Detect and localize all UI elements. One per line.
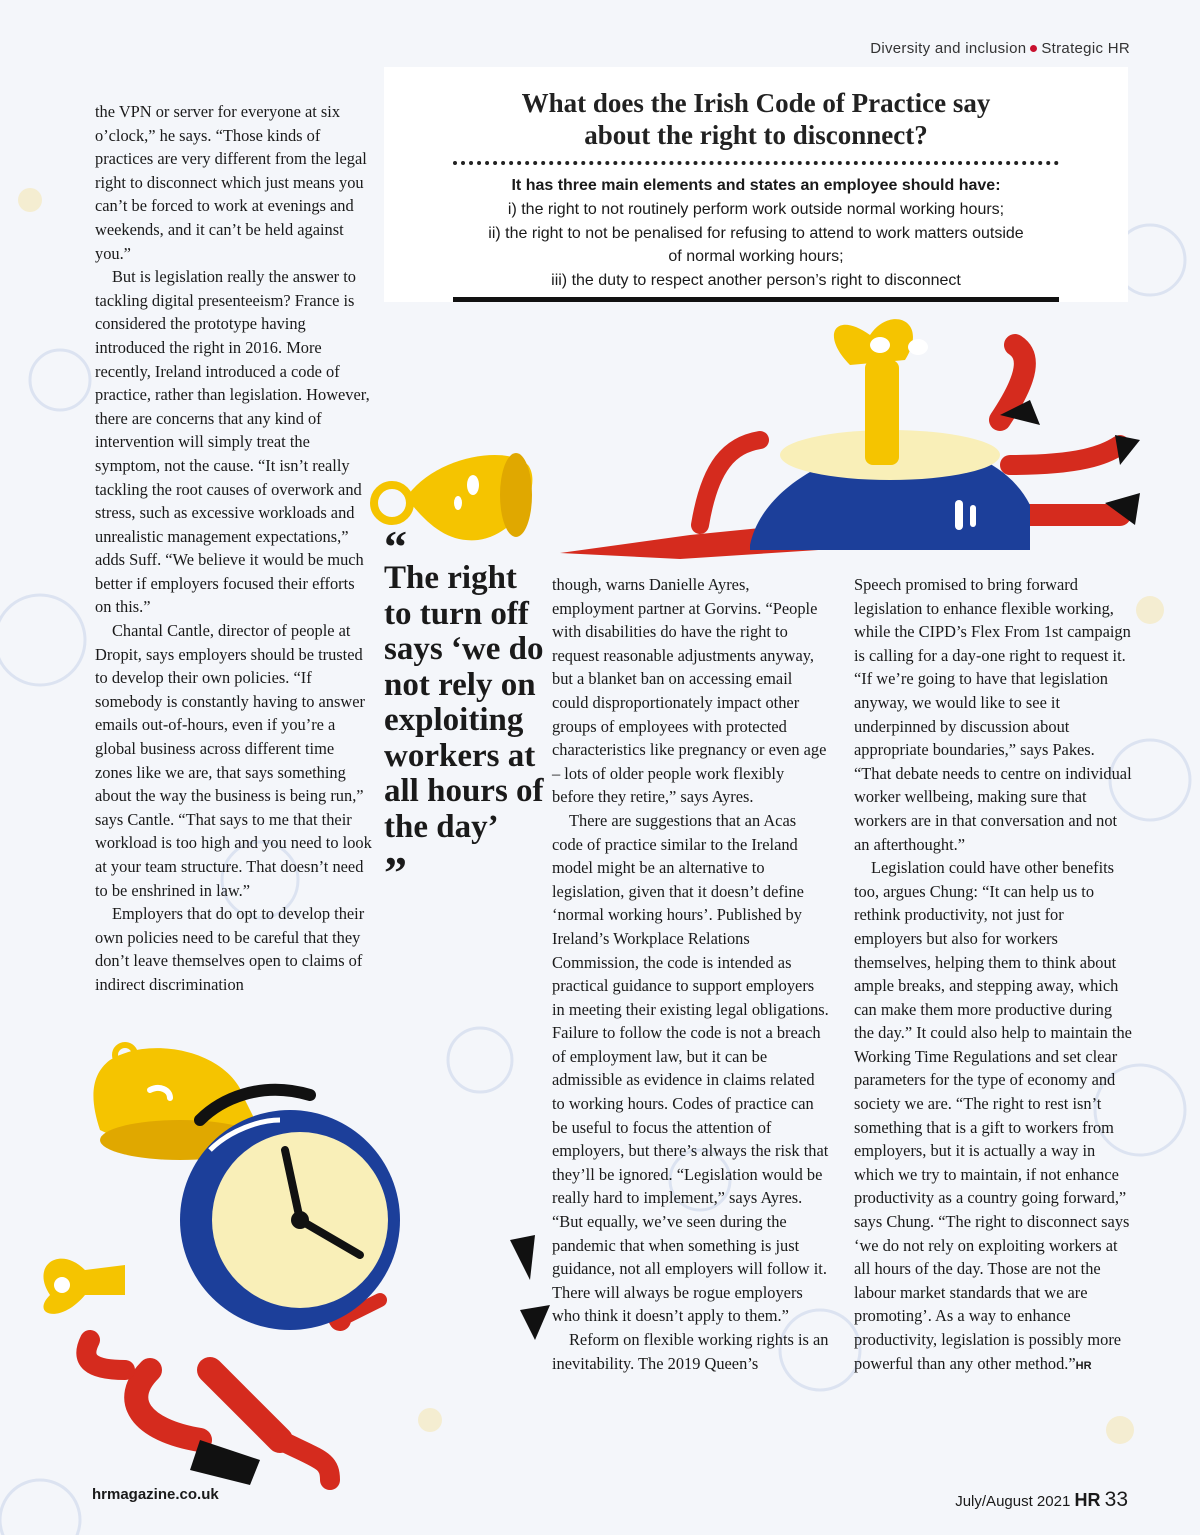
boxout-title bbox=[384, 87, 1128, 151]
footer-website: hrmagazine.co.uk bbox=[92, 1486, 219, 1503]
boxout-item-2-line1: ii) the right to not be penalised for refusing to attend to work matters outside bbox=[488, 224, 1024, 242]
boxout-item-3: iii) the duty to respect another person’s right to disconnect bbox=[551, 271, 961, 289]
footer-issue-info bbox=[955, 1488, 1128, 1512]
boxout-title-line1: What does the Irish Code of Practice say bbox=[521, 88, 991, 118]
column1-paragraph-3: Chantal Cantle, director of people at Dropit, says employers should be trusted to develop their own policies. “If somebody is constantly having to answer emails out-of-hours, even if you’re a global business across different time zones like we are, that says something about the way the business is being run,” says Cantle. “That says to me that their workload is too high and you need to look at your team structure. That doesn’t need to be enshrined in law.” bbox=[95, 621, 372, 900]
column2-paragraph-2: There are suggestions that an Acas code of practice similar to the Ireland model might be an alternative to legislation, given that it doesn’t define ‘normal working hours’. Published by Ireland’s Workplace Relations Commission, the code is intended as practical guidance to support employers in meeting their existing legal obligations. Failure to follow the code is not a breach of employment law, but it can be admissible as evidence in claims related to working hours. Codes of practice can be useful to focus the attention of employers, but there’s always the risk that they’ll be ignored. “Legislation would be really hard to implement,” says Ayres. “But equally, we’ve seen during the pandemic that when something is just guidance, not all employers will follow it. There will always be rogue employers who think it doesn’t apply to them.” bbox=[552, 810, 829, 1326]
close-quote-icon: ” bbox=[384, 847, 407, 898]
open-quote-icon: “ bbox=[384, 521, 407, 572]
column3-paragraph-2-text: Legislation could have other benefits too, argues Chung: “It can help us to rethink productivity, not just for employers but also for workers themselves, helping them to think about ample breaks, and stepping away, which can make them more productive during the day.” It could also help to maintain the Working Time Regulations and set clear parameters for the type of economy and society we are. “The right to rest isn’t something that is a gift to workers from employers, but it is actually a way in which we try to maintain, if not enhance productivity as a country going forward,” says Chung. “The right to disconnect says ‘we do not rely on exploiting workers at all hours of the day. Those are not the labour market standards that we are promoting’. As a way to enhance productivity, legislation is possibly more powerful than any other method.” bbox=[854, 858, 1132, 1373]
column3-paragraph-2 bbox=[854, 856, 1134, 1378]
wind-up-alarm-clock-falling bbox=[560, 315, 1140, 570]
column1-paragraph-4: Employers that do opt to develop their own policies need to be careful that they don’t leave themselves open to claims of indirect discrimination bbox=[95, 904, 365, 994]
article-column-1 bbox=[95, 100, 373, 997]
section-label: Diversity and inclusion bbox=[870, 40, 1027, 57]
column1-paragraph-2: But is legislation really the answer to tackling digital presenteeism? France is considered the prototype having introduced the right in 2016. More recently, Ireland introduced a code of practice, rather than legislation. However, there are concerns that any kind of intervention will simply treat the symptom, not the cause. “It isn’t really tackling the root causes of overwork and stress, such as excessive workloads and unrealistic management expectations,” adds Suff. “We believe it would be much better if employers focused their efforts on this.” bbox=[95, 267, 370, 617]
column2-paragraph-3: Reform on flexible working rights is an inevitability. The 2019 Queen’s bbox=[552, 1330, 829, 1373]
footer-issue-date: July/August 2021 bbox=[955, 1493, 1071, 1510]
footer-brand: HR bbox=[1074, 1490, 1101, 1510]
subsection-label: Strategic HR bbox=[1041, 40, 1130, 57]
code-of-practice-boxout bbox=[384, 67, 1128, 302]
article-column-2 bbox=[552, 573, 830, 1375]
boxout-bottom-rule bbox=[453, 297, 1059, 302]
column2-paragraph-1: though, warns Danielle Ayres, employment partner at Gorvins. “People with disabilities do have the right to request reasonable adjustments anyway, but a blanket ban on accessing email could disproportionately impact other groups of employees with protected characteristics like pregnancy or even age – lots of older people work flexibly before they retire,” says Ayres. bbox=[552, 575, 827, 807]
pull-quote-text: The right to turn off says ‘we do not rely on exploiting workers at all hours of the day’ bbox=[384, 560, 544, 845]
page-number: 33 bbox=[1104, 1488, 1128, 1511]
article-column-3 bbox=[854, 573, 1134, 1378]
boxout-title-line2: about the right to disconnect? bbox=[584, 120, 928, 150]
end-mark-hr: HR bbox=[1075, 1359, 1092, 1372]
boxout-item-2-line2: of normal working hours; bbox=[668, 248, 844, 265]
section-header bbox=[870, 40, 1130, 57]
running-alarm-clock bbox=[30, 1040, 550, 1490]
dotted-divider bbox=[453, 161, 1059, 165]
boxout-item-1: i) the right to not routinely perform work outside normal working hours; bbox=[507, 201, 1005, 218]
column3-paragraph-1: Speech promised to bring forward legislation to enhance flexible working, while the CIPD’s Flex From 1st campaign is calling for a day-one right to request it. “If we’re going to have that legislation anyway, we would like to see it underpinned by discussion about appropriate boundaries,” says Pakes. “That debate needs to centre on individual worker wellbeing, making sure that workers are in that conversation and not an afterthought.” bbox=[854, 575, 1132, 854]
column1-paragraph-1: the VPN or server for everyone at six o’clock,” he says. “Those kinds of practices are very different from the legal right to disconnect which just means you can’t be forced to work at evenings and weekends, and it can’t be held against you.” bbox=[95, 102, 367, 263]
separator-dot-icon bbox=[1030, 45, 1037, 52]
pull-quote bbox=[384, 521, 544, 898]
boxout-lead: It has three main elements and states an employee should have: bbox=[511, 177, 1001, 194]
